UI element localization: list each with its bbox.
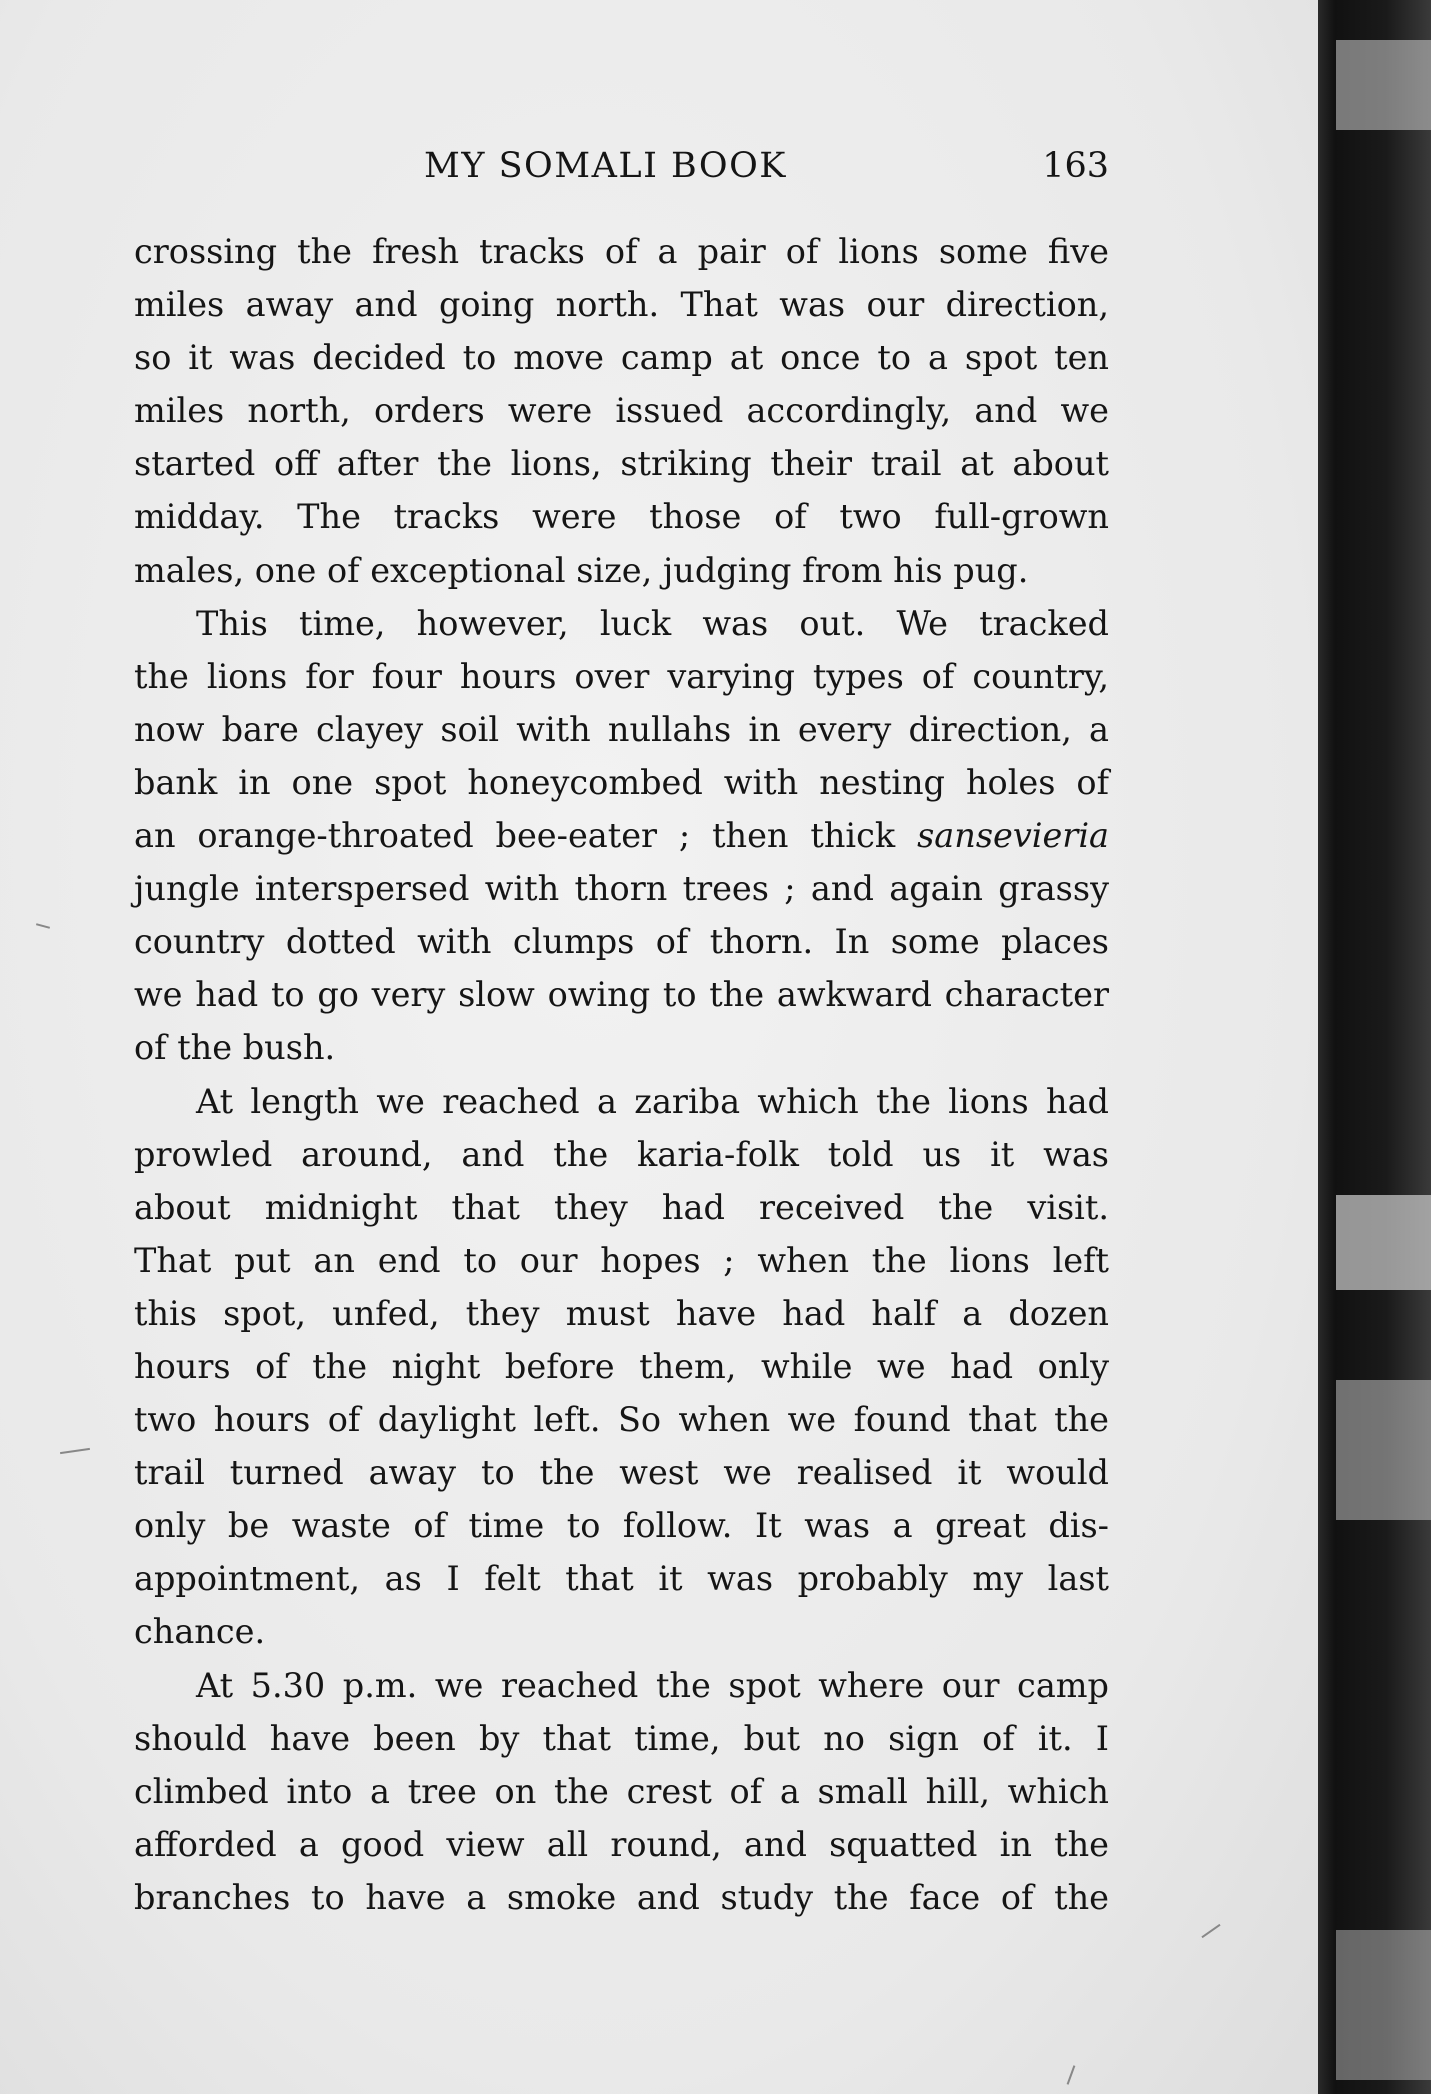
text-line bbox=[134, 809, 1109, 862]
text-line: so it was decided to move camp at once to a spot ten bbox=[134, 338, 1109, 378]
text-line: midday. The tracks were those of two full-grown bbox=[134, 497, 1109, 537]
text-line: bank in one spot honeycombed with nesting holes of bbox=[134, 762, 1109, 802]
text-segment: an orange-throated bee-eater ; then thick bbox=[134, 816, 918, 856]
scan-edge-strip bbox=[1336, 1930, 1431, 2080]
scan-speck bbox=[36, 923, 50, 929]
text-line: the lions for four hours over varying types of country, bbox=[134, 656, 1109, 696]
text-line: prowled around, and the karia-folk told us it was bbox=[134, 1134, 1109, 1174]
scan-edge-strip bbox=[1336, 40, 1431, 130]
text-line: now bare clayey soil with nullahs in every direction, a bbox=[134, 709, 1109, 749]
text-line: afforded a good view all round, and squatted in the bbox=[134, 1824, 1109, 1864]
text-line: two hours of daylight left. So when we found that the bbox=[134, 1400, 1109, 1440]
text-line: about midnight that they had received the visit. bbox=[134, 1187, 1109, 1227]
scan-speck bbox=[1067, 2065, 1076, 2084]
scan-edge bbox=[1318, 0, 1431, 2094]
text-line: climbed into a tree on the crest of a small hill, which bbox=[134, 1771, 1109, 1811]
text-line: This time, however, luck was out. We tracked bbox=[196, 603, 1109, 643]
text-line: chance. bbox=[134, 1612, 266, 1652]
scan-edge-strip bbox=[1336, 1195, 1431, 1290]
text-line: of the bush. bbox=[134, 1028, 336, 1068]
text-line: should have been by that time, but no sign of it. I bbox=[134, 1718, 1109, 1758]
text-line: At 5.30 p.m. we reached the spot where our camp bbox=[196, 1665, 1109, 1705]
text-line: At length we reached a zariba which the lions had bbox=[196, 1081, 1109, 1121]
body-text bbox=[134, 225, 1109, 1924]
text-line: country dotted with clumps of thorn. In some places bbox=[134, 922, 1109, 962]
scan-speck bbox=[60, 1448, 90, 1454]
running-title: MY SOMALI BOOK bbox=[424, 146, 787, 186]
text-line: trail turned away to the west we realised it would bbox=[134, 1453, 1109, 1493]
scan-edge-strip bbox=[1336, 1380, 1431, 1520]
text-line: miles north, orders were issued accordingly, and we bbox=[134, 391, 1109, 431]
text-line: appointment, as I felt that it was probably my last bbox=[134, 1559, 1109, 1599]
text-line: only be waste of time to follow. It was a great dis- bbox=[134, 1506, 1109, 1546]
text-line: branches to have a smoke and study the face of the bbox=[134, 1877, 1109, 1917]
page-number: 163 bbox=[1042, 146, 1109, 186]
italic-term: sansevieria bbox=[917, 816, 1109, 856]
text-line: hours of the night before them, while we had only bbox=[134, 1346, 1109, 1386]
text-line: males, one of exceptional size, judging from his pug. bbox=[134, 550, 1029, 590]
text-line: miles away and going north. That was our direction, bbox=[134, 285, 1109, 325]
text-line: That put an end to our hopes ; when the lions left bbox=[134, 1240, 1109, 1280]
scan-speck bbox=[1201, 1924, 1220, 1938]
text-line: we had to go very slow owing to the awkward character bbox=[134, 975, 1109, 1015]
text-line: started off after the lions, striking their trail at about bbox=[134, 444, 1109, 484]
text-line: jungle interspersed with thorn trees ; and again grassy bbox=[134, 869, 1109, 909]
page-header bbox=[134, 146, 1109, 206]
text-line: this spot, unfed, they must have had half a dozen bbox=[134, 1293, 1109, 1333]
text-line: crossing the fresh tracks of a pair of lions some five bbox=[134, 232, 1109, 271]
